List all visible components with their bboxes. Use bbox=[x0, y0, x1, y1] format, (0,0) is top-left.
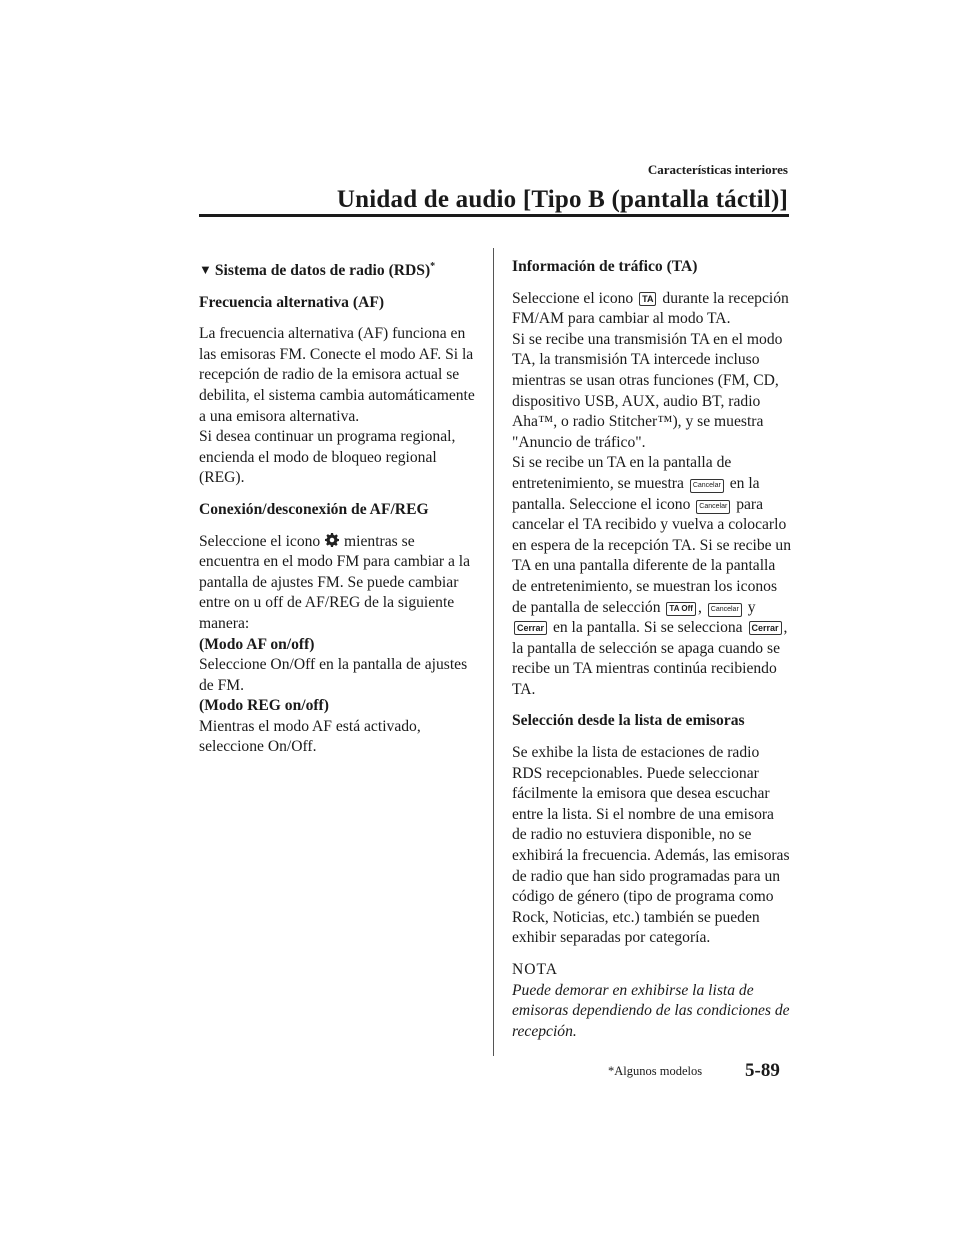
ta-text-1b: durante la recepción FM/AM para cambiar al modo TA. bbox=[512, 289, 789, 328]
rds-heading-text: Sistema de datos de radio (RDS) bbox=[214, 262, 431, 279]
ta-text-3d: en la pantalla. Si se selecciona bbox=[552, 619, 743, 637]
cancel-button-icon: Cancelar bbox=[696, 500, 730, 514]
left-column bbox=[199, 257, 479, 769]
page-title: Unidad de audio [Tipo B (pantalla táctil)] bbox=[336, 186, 788, 213]
conn-text-b: mientras se encuentra en el modo FM para cambiar a la pantalla de ajustes FM. Se puede cambiar entre on u off de AF/REG de la siguiente manera: bbox=[199, 532, 471, 632]
ta-text-2: Si se recibe una transmisión TA en el modo TA, la transmisión TA intercede incluso mientras se usan otras funciones (FM, CD, dispositivo USB, AUX, audio BT, radio Aha™, o radio Stitcher™), y se muestra "Anuncio de tráfico". bbox=[512, 330, 783, 451]
gear-icon bbox=[325, 533, 339, 547]
list-heading: Selección desde la lista de emisoras bbox=[512, 712, 745, 730]
conn-paragraph bbox=[199, 532, 479, 759]
triangle-marker: ▼ bbox=[199, 262, 212, 277]
af-text-2: Si desea continuar un programa regional, encienda el modo de bloqueo regional (REG). bbox=[199, 428, 456, 487]
ta-paragraph bbox=[512, 289, 792, 701]
ta-text-3e: , la pantalla de selección se apaga cuando se recibe un TA mientras continúa recibiendo TA. bbox=[512, 619, 788, 698]
af-mode-text: Seleccione On/Off en la pantalla de ajustes de FM. bbox=[199, 656, 468, 694]
ta-text-3c: para cancelar el TA recibido y vuelva a colocarlo en espera de la recepción TA. Si se recibe un TA en una pantalla diferente de la pantalla de entretenimiento, se muestran los iconos de pantalla de selección bbox=[512, 495, 792, 616]
ta-text-3b: en la pantalla. Seleccione el icono bbox=[512, 474, 760, 513]
af-heading: Frecuencia alternativa (AF) bbox=[199, 293, 385, 311]
reg-mode-text: Mientras el modo AF está activado, seleccione On/Off. bbox=[199, 717, 421, 756]
af-text: La frecuencia alternativa (AF) funciona en las emisoras FM. Conecte el modo AF. Si la recepción de radio de la emisora actual se debilita, el sistema cambia automáticamente a una emisora alternativa. bbox=[199, 325, 475, 425]
cancel-button-icon: Cancelar bbox=[708, 603, 742, 617]
header-section: Características interiores bbox=[647, 162, 788, 177]
conjunction-y: y bbox=[747, 598, 756, 616]
ta-off-button-icon: TA Off bbox=[666, 602, 696, 616]
nota-text: Puede demorar en exhibirse la lista de emisoras dependiendo de las condiciones de recepción. bbox=[512, 981, 790, 1040]
ta-heading: Información de tráfico (TA) bbox=[512, 258, 698, 275]
af-paragraph bbox=[199, 324, 479, 489]
column-divider bbox=[493, 248, 494, 1056]
page-number: 5-89 bbox=[745, 1060, 780, 1081]
ta-text-3a: Si se recibe un TA en la pantalla de entretenimiento, se muestra bbox=[512, 454, 732, 492]
footnote-asterisk: * bbox=[430, 261, 436, 272]
close-button-icon: Cerrar bbox=[514, 621, 547, 635]
list-paragraph: Se exhibe la lista de estaciones de radio RDS recepcionables. Puede seleccionar fácilmente la emisora que desea escuchar entre la lista. Si el nombre de una emisora de radio no estuviera disponible, no se exhibirá la frecuencia. Además, las emisoras de radio que han sido programadas para un código de género (tipo de programa como Rock, Noticias, etc.) también se pueden exhibir separadas por categoría. bbox=[512, 744, 790, 947]
af-mode-label: (Modo AF on/off) bbox=[199, 635, 315, 653]
rds-heading bbox=[199, 257, 479, 282]
ta-text-1a: Seleccione el icono bbox=[512, 289, 634, 307]
comma: , bbox=[697, 598, 702, 616]
cancel-button-icon: Cancelar bbox=[690, 479, 724, 493]
reg-mode-label: (Modo REG on/off) bbox=[199, 697, 329, 715]
close-button-icon: Cerrar bbox=[749, 621, 782, 635]
conn-heading: Conexión/desconexión de AF/REG bbox=[199, 500, 429, 518]
right-column bbox=[512, 257, 792, 1053]
footnote: *Algunos modelos bbox=[608, 1064, 703, 1078]
nota-title: NOTA bbox=[512, 961, 559, 978]
conn-text-a: Seleccione el icono bbox=[199, 532, 321, 550]
header-rule bbox=[199, 214, 789, 217]
ta-button-icon: TA bbox=[639, 292, 656, 306]
